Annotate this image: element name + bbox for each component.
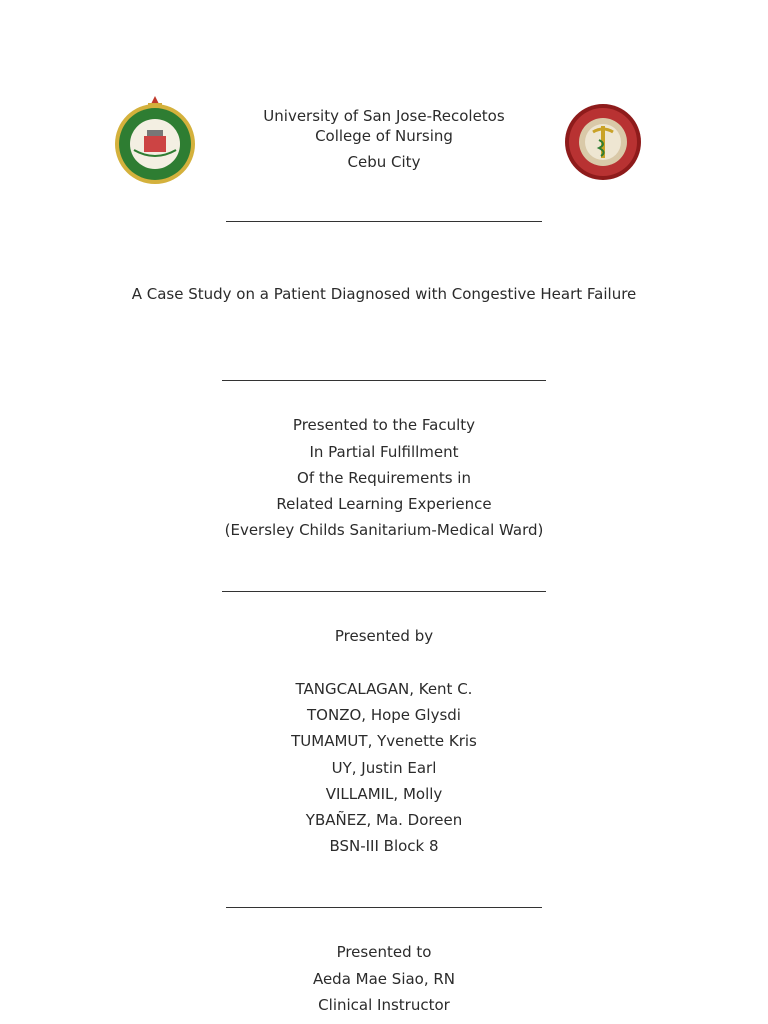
recipient-role: Clinical Instructor <box>318 996 450 1014</box>
presenter-name: UY, Justin Earl <box>331 759 437 777</box>
presenter-name: TONZO, Hope Glysdi <box>307 706 461 724</box>
section-label: BSN-III Block 8 <box>329 837 439 855</box>
divider-line <box>226 907 542 908</box>
presented-by-heading: Presented by <box>334 627 434 645</box>
presenter-name: TUMAMUT, Yvenette Kris <box>291 732 477 750</box>
presenter-name: YBAÑEZ, Ma. Doreen <box>305 811 463 829</box>
document-title: A Case Study on a Patient Diagnosed with Congestive Heart Failure <box>131 285 637 303</box>
college-name: College of Nursing <box>315 127 453 145</box>
purpose-line: Of the Requirements in <box>297 469 471 487</box>
divider-line <box>222 591 546 592</box>
city-name: Cebu City <box>347 153 421 171</box>
purpose-line: Related Learning Experience <box>276 495 492 513</box>
purpose-line: In Partial Fulfillment <box>309 443 459 461</box>
purpose-line: Presented to the Faculty <box>292 416 476 434</box>
university-name: University of San Jose-Recoletos <box>263 107 505 125</box>
purpose-line: (Eversley Childs Sanitarium-Medical Ward) <box>224 521 544 539</box>
recipient-name: Aeda Mae Siao, RN <box>312 970 456 988</box>
presenter-name: TANGCALAGAN, Kent C. <box>295 680 473 698</box>
divider-line <box>222 380 546 381</box>
presenter-name: VILLAMIL, Molly <box>325 785 443 803</box>
divider-line <box>226 221 542 222</box>
presented-to-heading: Presented to <box>336 943 432 961</box>
